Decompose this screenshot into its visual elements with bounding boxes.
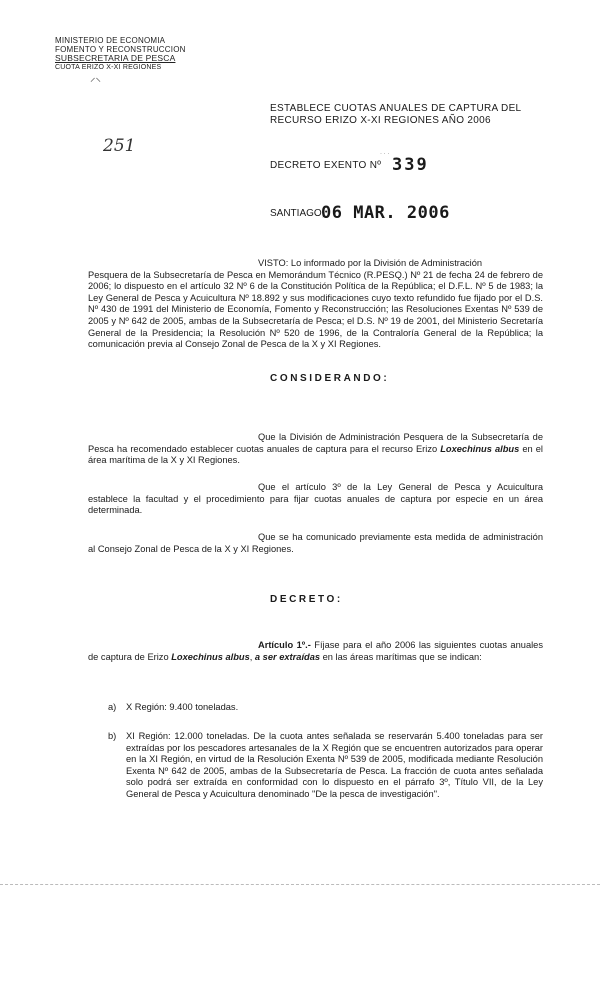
decree-number: 339 <box>392 155 429 175</box>
considerando-paragraph-2: Que el artículo 3º de la Ley General de Pesca y Acuicultura establece la facultad y el procedimiento para fijar cuotas anuales de captura por especie en un área determinada. <box>88 482 543 516</box>
date-stamp: 06 MAR. 2006 <box>321 203 450 223</box>
considerando-p1-after: en el área marítima de la X y XI Regiones. <box>88 443 543 466</box>
considerando-heading: CONSIDERANDO: <box>270 373 390 384</box>
list-item-text: XI Región: 12.000 toneladas. De la cuota antes señalada se reservarán 5.400 toneladas para ser extraídas por los pescadores artesanales de la X Región que se encuentren autorizados para operar en la XI Región, en virtud de la Resolución Exenta Nº 539 de 2005, modificada mediante Resolución Exenta Nº 642 de 2005, ambas de la Subsecretaría de Pesca. La fracción de cuota antes señalada solo podrá ser extraída en conformidad con lo dispuesto en el párrafo 3º, Título VII, de la Ley General de Pesca y Acuicultura denominado "De la pesca de investigación". <box>126 731 543 799</box>
letterhead <box>55 36 225 72</box>
decree-label: DECRETO EXENTO Nº <box>270 160 382 171</box>
article-1-after: en las áreas marítimas que se indican: <box>320 651 482 662</box>
letterhead-ministry: MINISTERIO DE ECONOMIA <box>55 36 166 45</box>
article-1-extract: a ser extraídas <box>254 651 321 662</box>
considerando-p1-before: Que la División de Administración Pesquera de la Subsecretaría de Pesca ha recomendado establecer cuotas anuales de captura para el recurso Erizo <box>88 432 543 454</box>
article-1-before: Fíjase para el año 2006 las siguientes cuotas anuales de captura de Erizo <box>88 640 543 662</box>
list-item <box>108 702 543 714</box>
list-item-text: X Región: 9.400 toneladas. <box>126 702 239 712</box>
visto-paragraph <box>88 258 543 351</box>
considerando-paragraph-3: Que se ha comunicado previamente esta medida de administración al Consejo Zonal de Pesca de la X y XI Regiones. <box>88 532 543 554</box>
scan-edge-line <box>0 884 600 885</box>
article-1-middle: , <box>249 651 255 662</box>
handwritten-number: 251 <box>103 136 136 156</box>
initials-mark: ⸝⸜ <box>90 72 101 84</box>
letterhead-subsecretaria: SUBSECRETARIA DE PESCA <box>55 53 176 63</box>
visto-body: Pesquera de la Subsecretaría de Pesca en Memorándum Técnico (R.PESQ.) Nº 21 de fecha 24 de febrero de 2006; lo dispuesto en el artículo 32 Nº 6 de la Constitución Política de la República; el D.F.L. Nº 5 de 1983; la Ley General de Pesca y Acuicultura Nº 18.892 y sus modificaciones cuyo texto refundido fue fijado por el D.S. Nº 430 de 1991 del Ministerio de Economía, Fomento y Reconstrucción; las Resoluciones Exentas Nº 539 de 2005 y Nº 642 de 2005, ambas de la Subsecretaría de Pesca; el D.S. Nº 19 de 2001, del Ministerio Secretaría General de la Presidencia; la Resolución Nº 520 de 1996, de la Contraloría General de la República; la comunicación previa al Consejo Zonal de Pesca de la X y XI Regiones. <box>88 269 543 350</box>
article-1-label: Artículo 1º.- <box>258 640 311 650</box>
considerando-paragraph-1 <box>88 432 543 467</box>
letterhead-ministry-sub: FOMENTO Y RECONSTRUCCION <box>55 45 186 54</box>
decree-place: SANTIAGO, <box>270 208 325 219</box>
letterhead-file-ref: CUOTA ERIZO X-XI REGIONES <box>55 64 162 71</box>
article-1-paragraph <box>88 640 543 663</box>
list-marker: a) <box>108 702 117 712</box>
stamp-mark: · · · <box>380 151 390 157</box>
decree-subject: ESTABLECE CUOTAS ANUALES DE CAPTURA DEL RECURSO ERIZO X-XI REGIONES AÑO 2006 <box>270 103 522 126</box>
article-1-species: Loxechinus albus <box>171 651 250 662</box>
species-name: Loxechinus albus <box>440 443 520 454</box>
list-item <box>108 731 543 801</box>
visto-first-line: VISTO: Lo informado por la División de Administración <box>258 258 483 268</box>
list-marker: b) <box>108 731 117 741</box>
decreto-heading: DECRETO: <box>270 594 343 605</box>
